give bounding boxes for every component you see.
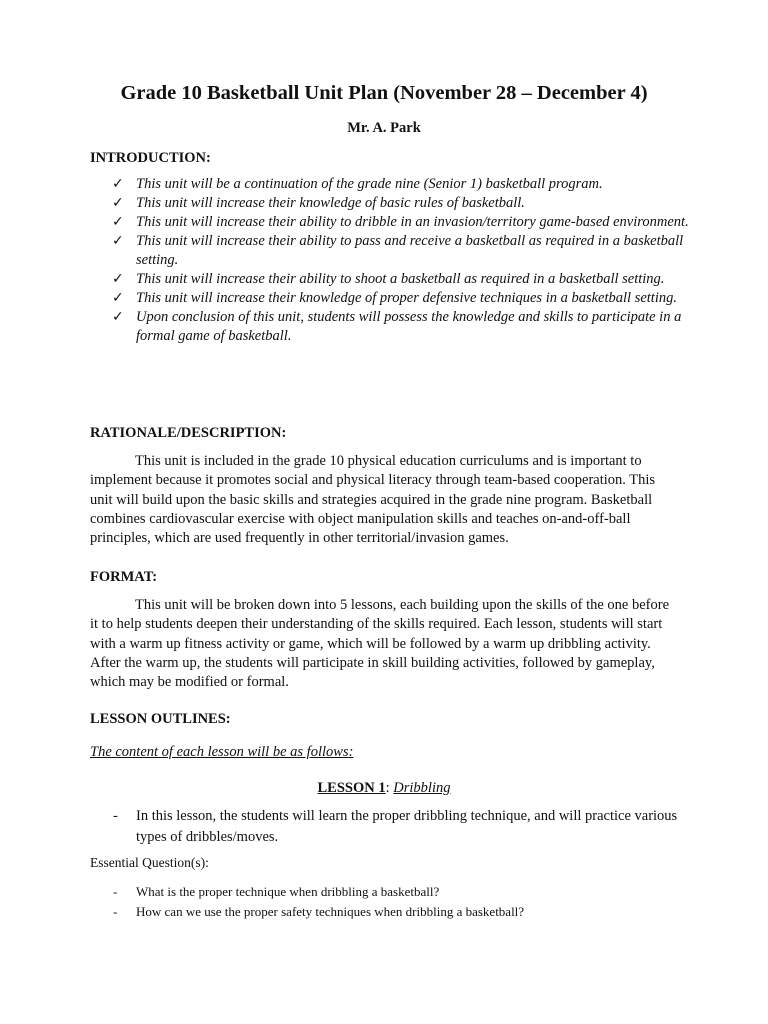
lesson-1-separator: : — [385, 780, 394, 796]
introduction-heading: INTRODUCTION: — [90, 150, 211, 166]
essential-questions-label: Essential Question(s): — [90, 855, 209, 870]
checklist-item: ✓ Upon conclusion of this unit, students will possess the knowledge and skills to participate in a formal game of basketball. — [112, 309, 682, 344]
dash-bullet: - — [113, 808, 118, 824]
lesson-1-description-list — [90, 806, 690, 848]
document-title: Grade 10 Basketball Unit Plan (November 28 – December 4) — [120, 82, 648, 104]
checkmark-icon: ✓ — [112, 214, 124, 230]
lesson-1-heading — [0, 780, 768, 797]
introduction-checklist — [90, 175, 690, 346]
lesson-1-label: LESSON 1 — [317, 780, 386, 796]
lesson-1-topic: Dribbling — [393, 780, 451, 796]
checkmark-icon: ✓ — [112, 309, 124, 325]
checkmark-icon: ✓ — [112, 233, 124, 249]
checklist-item: ✓ This unit will increase their knowledge of proper defensive techniques in a basketball setting. — [112, 290, 677, 306]
format-paragraph: This unit will be broken down into 5 lessons, each building upon the skills of the one before it to help students deepen their understanding of the skills required. Each lesson, students will start with a warm up fitness activity or game, which will be followed by a warm up dribbling activity. After the warm up, the students will participate in skill building activities, followed by gameplay, which may be modified or formal. — [90, 597, 670, 691]
author-name: Mr. A. Park — [347, 120, 421, 136]
list-item: - How can we use the proper safety techniques when dribbling a basketball? — [90, 902, 690, 922]
list-item: - What is the proper technique when dribbling a basketball? — [90, 882, 690, 902]
checkmark-icon: ✓ — [112, 290, 124, 306]
dash-bullet: - — [113, 904, 118, 919]
rationale-paragraph: This unit is included in the grade 10 physical education curriculums and is important to implement because it promotes social and physical literacy through team-based cooperation. This unit will build upon the basic skills and strategies acquired in the grade nine program. Basketball combines cardiovascular exercise with object manipulation skills and teaches on-and-off-ball principles, which are used frequently in other territorial/invasion games. — [90, 453, 656, 547]
checklist-item: ✓ This unit will increase their ability to dribble in an invasion/territory game-based environment. — [112, 214, 689, 230]
checklist-item: ✓ This unit will increase their knowledge of basic rules of basketball. — [112, 195, 525, 211]
essential-questions-list — [90, 882, 690, 922]
checkmark-icon: ✓ — [112, 271, 124, 287]
checklist-item: ✓ This unit will increase their ability to pass and receive a basketball as required in a basketball setting. — [112, 233, 684, 268]
checkmark-icon: ✓ — [112, 195, 124, 211]
list-item: - In this lesson, the students will learn the proper dribbling technique, and will practice various types of dribbles/moves. — [113, 808, 678, 845]
dash-bullet: - — [113, 884, 118, 899]
lesson-outlines-intro: The content of each lesson will be as follows: — [90, 744, 354, 760]
checkmark-icon: ✓ — [112, 176, 124, 192]
lesson-outlines-heading: LESSON OUTLINES: — [90, 711, 231, 727]
checklist-item: ✓ This unit will be a continuation of the grade nine (Senior 1) basketball program. — [112, 176, 603, 192]
checklist-item: ✓ This unit will increase their ability to shoot a basketball as required in a basketball setting. — [112, 271, 665, 287]
rationale-heading: RATIONALE/DESCRIPTION: — [90, 425, 287, 441]
format-heading: FORMAT: — [90, 569, 158, 585]
